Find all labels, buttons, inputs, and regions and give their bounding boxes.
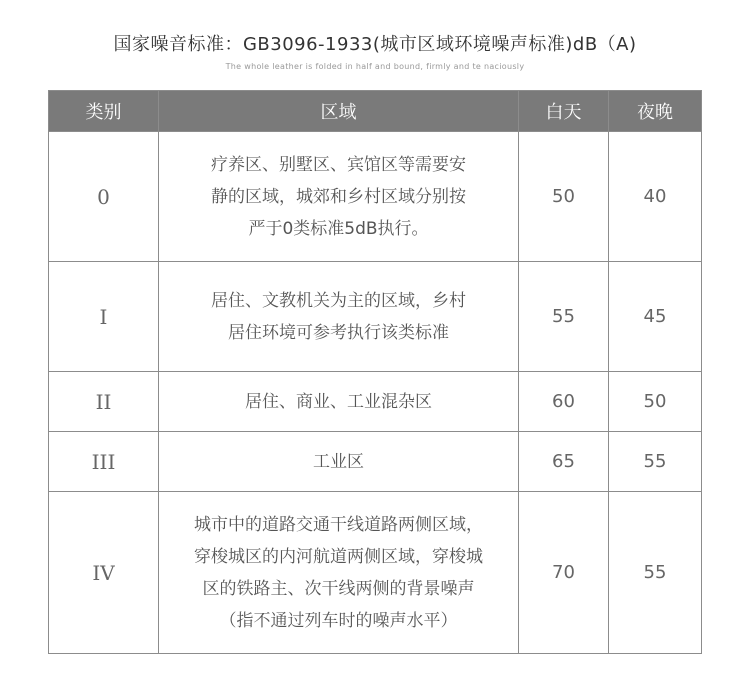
table-row (49, 132, 702, 262)
night-cell: 55 (609, 492, 702, 654)
area-line: 严于0类标准5dB执行。 (248, 218, 429, 239)
table-header-row (49, 91, 702, 132)
day-cell: 55 (519, 262, 609, 372)
area-line: 居住、文教机关为主的区域，乡村 (211, 290, 466, 311)
day-cell: 50 (519, 132, 609, 262)
area-cell (159, 492, 519, 654)
area-line: 静的区域，城郊和乡村区域分别按 (211, 186, 466, 207)
area-line: 工业区 (313, 451, 364, 472)
area-cell (159, 372, 519, 432)
area-line: 区的铁路主、次干线两侧的背景噪声 (202, 578, 475, 599)
category-cell: III (49, 432, 159, 492)
day-cell: 70 (519, 492, 609, 654)
table-row (49, 432, 702, 492)
area-line: 居住、商业、工业混杂区 (245, 391, 432, 412)
header-area: 区域 (159, 91, 519, 132)
night-cell: 45 (609, 262, 702, 372)
page-title: 国家噪音标准：GB3096-1933(城市区域环境噪声标准)dB（A) (113, 34, 637, 55)
night-cell: 40 (609, 132, 702, 262)
area-line: 城市中的道路交通干线道路两侧区域， (194, 514, 483, 535)
area-cell (159, 262, 519, 372)
table-row (49, 262, 702, 372)
category-cell: 0 (49, 132, 159, 262)
area-line: 穿梭城区的内河航道两侧区域，穿梭城 (194, 546, 483, 567)
area-line: 疗养区、别墅区、宾馆区等需要安 (211, 154, 466, 175)
area-cell (159, 132, 519, 262)
area-cell (159, 432, 519, 492)
table-row (49, 492, 702, 654)
category-cell: IV (49, 492, 159, 654)
day-cell: 65 (519, 432, 609, 492)
header-night: 夜晚 (609, 91, 702, 132)
table-row (49, 372, 702, 432)
night-cell: 55 (609, 432, 702, 492)
category-cell: I (49, 262, 159, 372)
area-line: 居住环境可参考执行该类标准 (228, 322, 449, 343)
noise-standard-table (48, 90, 702, 654)
night-cell: 50 (609, 372, 702, 432)
day-cell: 60 (519, 372, 609, 432)
header-category: 类别 (49, 91, 159, 132)
area-line: （指不通过列车时的噪声水平） (219, 610, 458, 631)
page-subtitle: The whole leather is folded in half and bound, firmly and te naciously (225, 62, 525, 71)
header-day: 白天 (519, 91, 609, 132)
category-cell: II (49, 372, 159, 432)
